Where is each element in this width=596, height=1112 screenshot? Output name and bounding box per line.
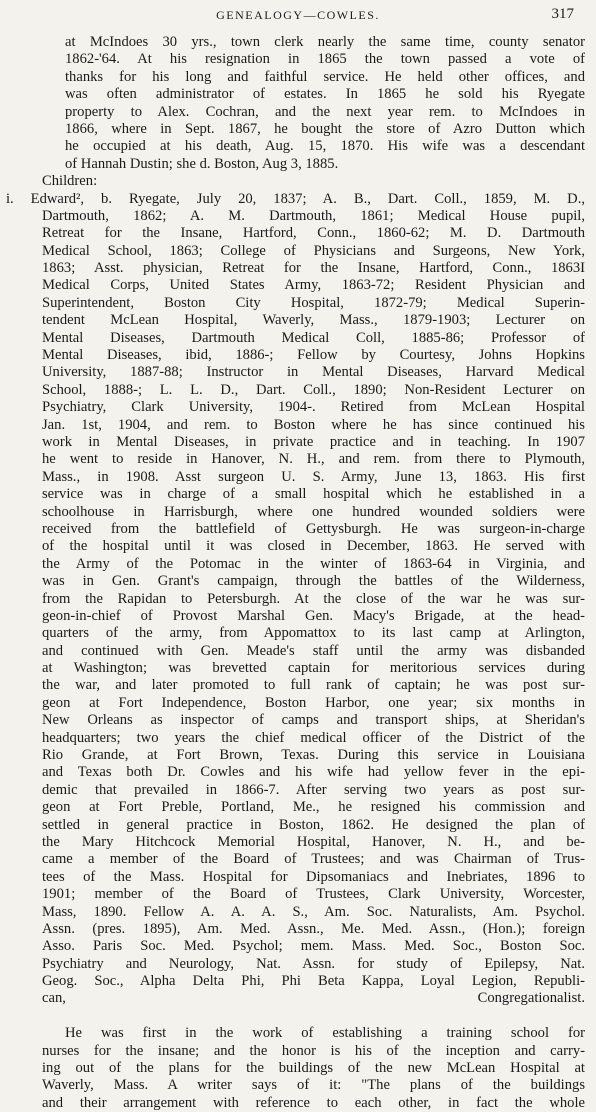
text-line: Dartmouth, 1862; A. M. Dartmouth, 1861; Medical House pupil,: [42, 207, 585, 224]
text-line: property to Alex. Cochran, and the next year rem. to McIndoes in: [65, 103, 585, 120]
text-line: he occupied at his death, Aug. 15, 1870. His wife was a descendant: [65, 138, 585, 155]
text-line: Assn. (pres. 1895), Am. Med. Assn., Me. Med. Assn., (Hon.); foreign: [42, 920, 585, 937]
text-line: 1866, where in Sept. 1867, he bought the store of Azro Dutton which: [65, 120, 585, 137]
text-line: 1863; Asst. physician, Retreat for the Insane, Hartford, Conn., 1863I: [42, 260, 585, 277]
text-line: schoolhouse in Harrisburgh, where one hundred wounded soldiers were: [42, 503, 585, 520]
body-text: [0, 34, 596, 1112]
text-line: Psychiatry and Neurology, Nat. Assn. for study of Epilepsy, Nat.: [42, 955, 585, 972]
text-line: thanks for his long and faithful service. He held other offices, and: [65, 68, 585, 85]
text-line: demic that prevailed in 1866-7. After serving two years as post sur-: [42, 781, 585, 798]
text-line: Medical School, 1863; College of Physicians and Surgeons, New York,: [42, 242, 585, 259]
text-line: and their arrangement with reference to each other, in fact the whole: [42, 1094, 585, 1111]
text-line: tendent McLean Hospital, Waverly, Mass., 1879-1903; Lecturer on: [42, 312, 585, 329]
text-line: the Army of the Potomac in the winter of 1863-64 in Virginia, and: [42, 555, 585, 572]
text-line: [42, 1008, 585, 1025]
text-line: i. Edward², b. Ryegate, July 20, 1837; A. B., Dart. Coll., 1859, M. D.,: [6, 190, 585, 207]
text-line: at McIndoes 30 yrs., town clerk nearly the same time, county senator: [65, 34, 585, 50]
page-header: [0, 6, 596, 26]
text-line: settled in general practice in Boston, 1862. He designed the plan of: [42, 816, 585, 833]
text-line: Superintendent, Boston City Hospital, 1872-79; Medical Superin-: [42, 294, 585, 311]
text-line: can, Congregationalist.: [42, 990, 585, 1007]
text-line: geon-in-chief of Provost Marshal Gen. Macy's Brigade, at the head-: [42, 607, 585, 624]
text-line: nurses for the insane; and the honor is his of the inception and carry-: [42, 1042, 585, 1059]
text-line: the war, and later promoted to full rank of captain; he was post sur-: [42, 677, 585, 694]
text-line: geon at Fort Preble, Portland, Me., he resigned his commission and: [42, 799, 585, 816]
text-line: Waverly, Mass. A writer says of it: "The plans of the buildings: [42, 1077, 585, 1094]
text-line: University, 1887-88; Instructor in Mental Diseases, Harvard Medical: [42, 364, 585, 381]
text-line: was in Gen. Grant's campaign, through the battles of the Wilderness,: [42, 573, 585, 590]
text-line: Retreat for the Insane, Hartford, Conn., 1860-62; M. D. Dartmouth: [42, 225, 585, 242]
text-line: School, 1888-; L. L. D., Dart. Coll., 1890; Non-Resident Lecturer on: [42, 381, 585, 398]
text-line: Mental Diseases, ibid, 1886-; Fellow by Courtesy, Johns Hopkins: [42, 347, 585, 364]
text-line: Mental Diseases, Dartmouth Medical Coll, 1885-86; Professor of: [42, 329, 585, 346]
text-line: service was in charge of a small hospital which he established in a: [42, 486, 585, 503]
text-line: Jan. 1st, 1904, and rem. to Boston where he has since continued his: [42, 416, 585, 433]
text-line: he went to reside in Hanover, N. H., and rem. from there to Plymouth,: [42, 451, 585, 468]
text-line: tees of the Mass. Hospital for Dipsomaniacs and Inebriates, 1896 to: [42, 868, 585, 885]
text-line: work in Mental Diseases, in private practice and in teaching. In 1907: [42, 433, 585, 450]
text-line: Mass., in 1908. Asst surgeon U. S. Army, June 13, 1863. His first: [42, 468, 585, 485]
child-entry-edward: [0, 191, 596, 1026]
text-line: Psychiatry, Clark University, 1904-. Retired from McLean Hospital: [42, 399, 585, 416]
text-line: received from the battlefield of Gettysburgh. He was surgeon-in-charge: [42, 520, 585, 537]
text-line: the Mary Hitchcock Memorial Hospital, Hanover, N. H., and be-: [42, 833, 585, 850]
text-line: Rio Grande, at Fort Brown, Texas. During this service in Louisiana: [42, 747, 585, 764]
text-line: Mass, 1890. Fellow A. A. A. S., Am. Soc. Naturalists, Am. Psychol.: [42, 903, 585, 920]
text-line: headquarters; two years the chief medical officer of the District of the: [42, 729, 585, 746]
text-line: Medical Corps, United States Army, 1863-72; Resident Physician and: [42, 277, 585, 294]
text-line: Asso. Paris Soc. Med. Psychol; mem. Mass. Med. Soc., Boston Soc.: [42, 938, 585, 955]
text-line: was often administrator of estates. In 1865 he sold his Ryegate: [65, 86, 585, 103]
text-line: and Texas both Dr. Cowles and his wife had yellow fever in the epi-: [42, 764, 585, 781]
text-line: Geog. Soc., Alpha Delta Phi, Phi Beta Kappa, Loyal Legion, Republi-: [42, 973, 585, 990]
text-line: quarters of the army, from Appomattox to its last camp at Arlington,: [42, 625, 585, 642]
paragraph-1: [0, 34, 596, 173]
paragraph-last: [0, 1025, 596, 1112]
text-line: 1901; member of the Board of Trustees, Clark University, Worcester,: [42, 886, 585, 903]
text-line: geon at Fort Independence, Boston Harbor, one year; six months in: [42, 694, 585, 711]
text-line: ing out of the plans for the buildings of the new McLean Hospital at: [42, 1060, 585, 1077]
running-head: GENEALOGY—COWLES.: [216, 8, 380, 22]
text-line: came a member of the Board of Trustees; and was Chairman of Trus-: [42, 851, 585, 868]
children-heading: Children:: [42, 173, 98, 190]
text-line: of Hannah Dustin; she d. Boston, Aug 3, 1885.: [65, 155, 339, 172]
text-line: 1862-'64. At his resignation in 1865 the town passed a vote of: [65, 51, 585, 68]
text-line: of the hospital until it was closed in December, 1863. He served with: [42, 538, 585, 555]
text-line: and continued with Gen. Meade's staff until the army was disbanded: [42, 642, 585, 659]
text-line: New Orleans as inspector of camps and transport ships, at Sheridan's: [42, 712, 585, 729]
text-line: at Washington; was brevetted captain for meritorious services during: [42, 660, 585, 677]
text-line: He was first in the work of establishing a training school for: [65, 1025, 585, 1042]
text-line: from the Rapidan to Petersburgh. At the close of the war he was sur-: [42, 590, 585, 607]
page-number: 317: [551, 6, 574, 22]
